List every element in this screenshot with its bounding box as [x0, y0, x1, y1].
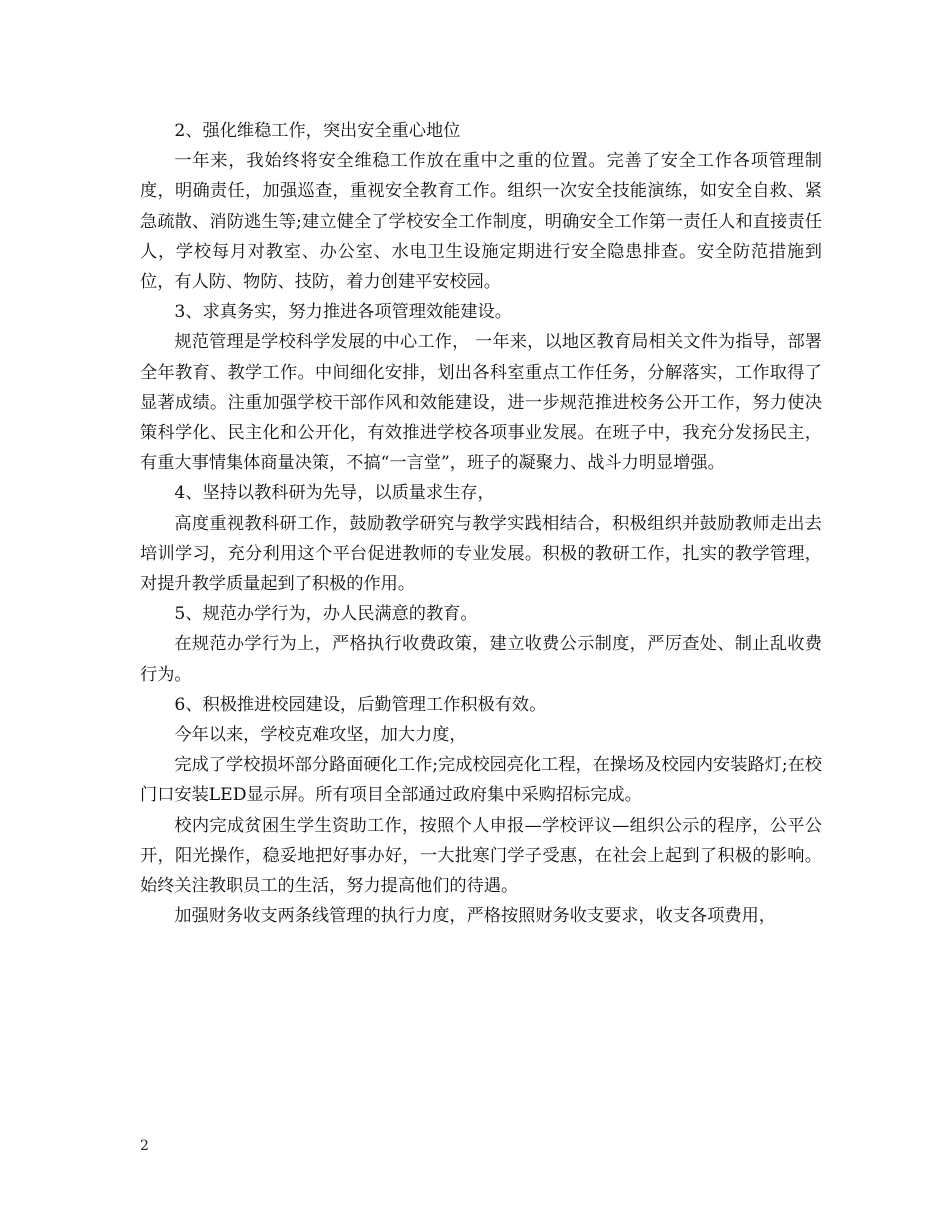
section-heading-5: 5、规范办学行为，办人民满意的教育。 [174, 604, 478, 625]
body-paragraph: 高度重视教科研工作，鼓励教学研究与教学实践相结合，积极组织并鼓励教师走出去培训学习，充分利用这个平台促进教师的专业发展。积极的教研工作，扎实的教学管理，对提升教学质量起到了积极的作用。 [140, 513, 822, 595]
body-paragraph: 今年以来，学校克难攻坚，加大力度， [174, 725, 467, 746]
section-heading-3: 3、求真务实，努力推进各项管理效能建设。 [174, 302, 512, 323]
body-paragraph: 完成了学校损坏部分路面硬化工作;完成校园亮化工程，在操场及校园内安装路灯;在校门口安装LED显示屏。所有项目全部通过政府集中采购招标完成。 [140, 755, 822, 806]
body-paragraph: 校内完成贫困生学生资助工作，按照个人申报—学校评议—组织公示的程序，公平公开，阳光操作，稳妥地把好事办好，一大批寒门学子受惠，在社会上起到了积极的影响。始终关注教职员工的生活，努力提高他们的待遇。 [140, 815, 822, 897]
body-paragraph: 规范管理是学校科学发展的中心工作， 一年来，以地区教育局相关文件为指导，部署全年教育、教学工作。中间细化安排，划出各科室重点工作任务，分解落实，工作取得了显著成绩。注重加强学校干部作风和效能建设，进一步规范推进校务公开工作，努力使决策科学化、民主化和公开化，有效推进学校各项事业发展。在班子中，我充分发扬民主，有重大事情集体商量决策，不搞“一言堂”，班子的凝聚力、战斗力明显增强。 [140, 332, 822, 474]
document-body [140, 116, 822, 931]
body-paragraph: 加强财务收支两条线管理的执行力度，严格按照财务收支要求，收支各项费用， [174, 906, 776, 927]
section-heading-4: 4、坚持以教科研为先导，以质量求生存， [174, 483, 495, 504]
section-heading-6: 6、积极推进校园建设，后勤管理工作积极有效。 [174, 694, 547, 715]
body-paragraph: 在规范办学行为上，严格执行收费政策，建立收费公示制度，严厉查处、制止乱收费行为。 [140, 634, 822, 685]
section-heading-2: 2、强化维稳工作，突出安全重心地位 [174, 121, 461, 141]
body-paragraph: 一年来，我始终将安全维稳工作放在重中之重的位置。完善了安全工作各项管理制度，明确责任，加强巡查，重视安全教育工作。组织一次安全技能演练，如安全自救、紧急疏散、消防逃生等;建立健全了学校安全工作制度，明确安全工作第一责任人和直接责任人，学校每月对教室、办公室、水电卫生设施定期进行安全隐患排查。安全防范措施到位，有人防、物防、技防，着力创建平安校园。 [140, 151, 822, 293]
page-number: 2 [140, 1138, 149, 1154]
